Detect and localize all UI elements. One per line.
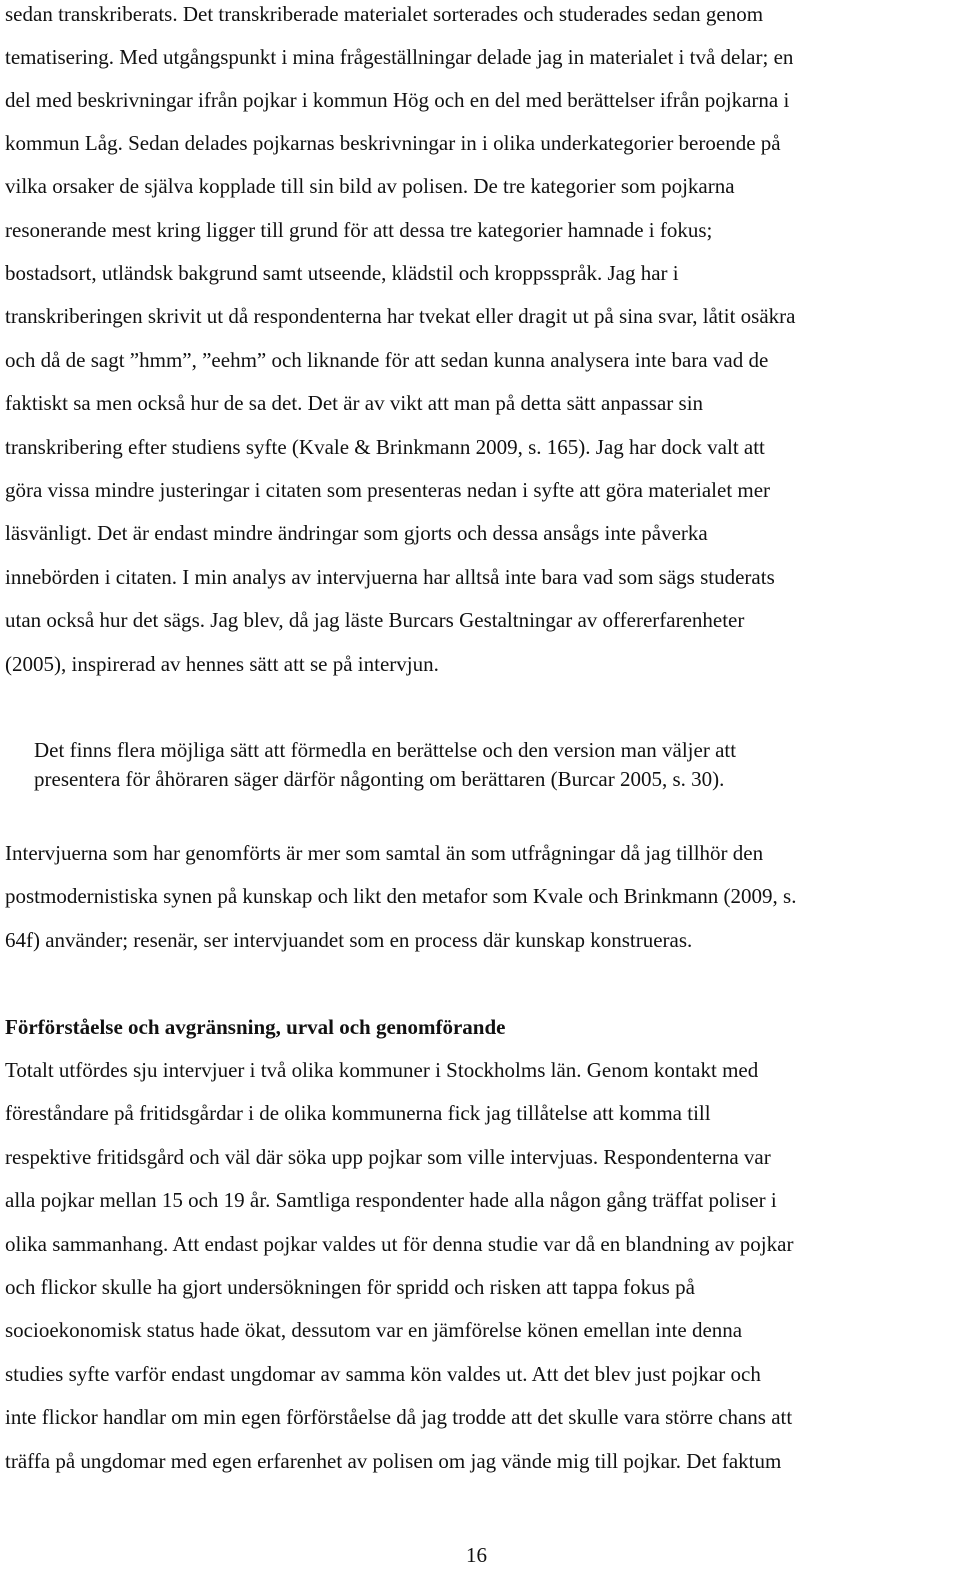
text-line: transkribering efter studiens syfte (Kvale & Brinkmann 2009, s. 165). Jag har dock valt att [5, 435, 765, 459]
text-line: olika sammanhang. Att endast pojkar valdes ut för denna studie var då en blandning av pojkar [5, 1232, 794, 1256]
text-line: del med beskrivningar ifrån pojkar i kommun Hög och en del med berättelser ifrån pojkarna i [5, 88, 790, 112]
quote-line: presentera för åhöraren säger därför någonting om berättaren (Burcar 2005, s. 30). [34, 767, 725, 791]
text-line: transkriberingen skrivit ut då respondenterna har tvekat eller dragit ut på sina svar, låtit osäkra [5, 304, 796, 328]
text-line: inte flickor handlar om min egen förförståelse då jag trodde att det skulle vara större chans att [5, 1405, 793, 1429]
text-line: läsvänligt. Det är endast mindre ändringar som gjorts och dessa ansågs inte påverka [5, 521, 708, 545]
text-line: sedan transkriberats. Det transkriberade materialet sorterades och studerades sedan genom [5, 2, 764, 26]
text-line: utan också hur det sägs. Jag blev, då jag läste Burcars Gestaltningar av offererfarenheter [5, 608, 745, 632]
text-line: göra vissa mindre justeringar i citaten som presenteras nedan i syfte att göra materialet mer [5, 478, 771, 502]
text-line: alla pojkar mellan 15 och 19 år. Samtliga respondenter hade alla någon gång träffat poliser i [5, 1188, 777, 1212]
section-heading: Förförståelse och avgränsning, urval och genomförande [5, 1015, 506, 1039]
text-line: resonerande mest kring ligger till grund för att dessa tre kategorier hamnade i fokus; [5, 218, 713, 242]
text-line: och då de sagt ”hmm”, ”eehm” och liknande för att sedan kunna analysera inte bara vad de [5, 348, 769, 372]
text-line: kommun Låg. Sedan delades pojkarnas beskrivningar in i olika underkategorier beroende på [5, 131, 781, 155]
text-line: tematisering. Med utgångspunkt i mina frågeställningar delade jag in materialet i två delar; en [5, 45, 794, 69]
text-line: postmodernistiska synen på kunskap och likt den metafor som Kvale och Brinkmann (2009, s. [5, 884, 797, 908]
text-line: Intervjuerna som har genomförts är mer som samtal än som utfrågningar då jag tillhör den [5, 841, 764, 865]
text-line: respektive fritidsgård och väl där söka upp pojkar som ville intervjuas. Respondenterna var [5, 1145, 771, 1169]
text-line: (2005), inspirerad av hennes sätt att se på intervjun. [5, 652, 439, 676]
text-line: socioekonomisk status hade ökat, dessutom var en jämförelse könen emellan inte denna [5, 1318, 743, 1342]
text-line: bostadsort, utländsk bakgrund samt utseende, klädstil och kroppsspråk. Jag har i [5, 261, 679, 285]
quote-line: Det finns flera möjliga sätt att förmedla en berättelse och den version man väljer att [34, 738, 737, 762]
text-line: och flickor skulle ha gjort undersökningen för spridd och risken att tappa fokus på [5, 1275, 695, 1299]
text-line: träffa på ungdomar med egen erfarenhet av polisen om jag vände mig till pojkar. Det faktum [5, 1449, 782, 1473]
text-line: Totalt utfördes sju intervjuer i två olika kommuner i Stockholms län. Genom kontakt med [5, 1058, 759, 1082]
text-line: vilka orsaker de själva kopplade till sin bild av polisen. De tre kategorier som pojkarna [5, 174, 735, 198]
text-line: faktiskt sa men också hur de sa det. Det är av vikt att man på detta sätt anpassar sin [5, 391, 704, 415]
text-line: innebörden i citaten. I min analys av intervjuerna har alltså inte bara vad som sägs studerats [5, 565, 775, 589]
page-number: 16 [466, 1543, 487, 1567]
text-line: 64f) använder; resenär, ser intervjuandet som en process där kunskap konstrueras. [5, 928, 693, 952]
text-line: studies syfte varför endast ungdomar av samma kön valdes ut. Att det blev just pojkar och [5, 1362, 761, 1386]
text-line: föreståndare på fritidsgårdar i de olika kommunerna fick jag tillåtelse att komma till [5, 1101, 711, 1125]
